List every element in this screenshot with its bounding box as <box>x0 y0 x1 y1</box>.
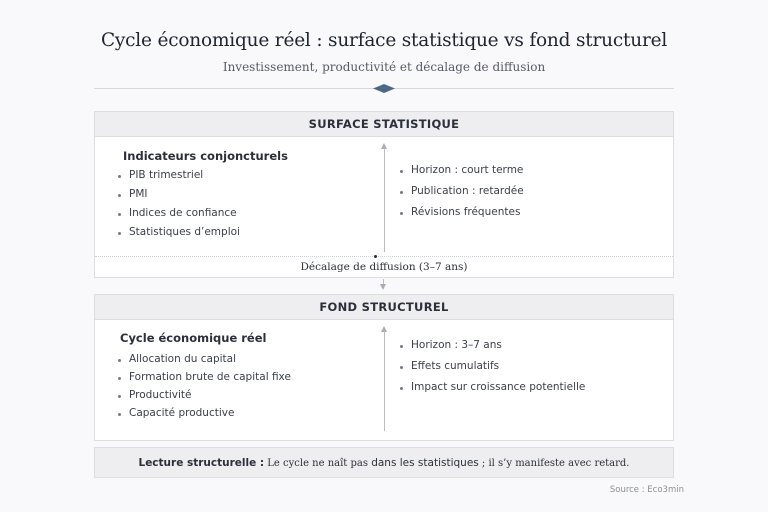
list-item: PIB trimestriel <box>115 169 240 181</box>
surface-properties-list <box>397 164 524 218</box>
list-item: Allocation du capital <box>115 353 291 365</box>
structural-panel <box>94 294 674 441</box>
structural-heading: FOND STRUCTUREL <box>95 295 673 320</box>
list-item: Impact sur croissance potentielle <box>397 381 585 393</box>
dotted-separator <box>95 256 673 257</box>
structural-left-title: Cycle économique réel <box>120 331 267 345</box>
surface-indicators-list <box>115 169 240 238</box>
surface-heading: SURFACE STATISTIQUE <box>95 112 673 137</box>
surface-left-title: Indicateurs conjoncturels <box>123 149 288 163</box>
structural-components-list <box>115 353 291 419</box>
list-item: Horizon : court terme <box>397 164 524 176</box>
reading-text-2: ; il s’y manifeste avec retard. <box>478 458 630 469</box>
reading-label: Lecture structurelle : <box>138 457 265 469</box>
list-item: PMI <box>115 188 240 200</box>
marker-dot-icon <box>374 255 377 258</box>
surface-panel <box>94 111 674 278</box>
reading-text-1: Le cycle ne naît pas <box>264 458 372 469</box>
structural-reading-box <box>94 447 674 478</box>
list-item: Publication : retardée <box>397 185 524 197</box>
source-credit: Source : Eco3min <box>609 485 684 495</box>
vertical-axis-line <box>384 148 385 252</box>
diffusion-lag-label: Décalage de diffusion (3–7 ans) <box>300 261 468 273</box>
list-item: Horizon : 3–7 ans <box>397 339 585 351</box>
arrow-down-icon <box>380 284 386 290</box>
list-item: Productivité <box>115 389 291 401</box>
page-subtitle: Investissement, productivité et décalage de diffusion <box>222 60 546 74</box>
structural-properties-list <box>397 339 585 393</box>
list-item: Indices de confiance <box>115 207 240 219</box>
list-item: Statistiques d’emploi <box>115 226 240 238</box>
page-title: Cycle économique réel : surface statistique vs fond structurel <box>100 30 668 51</box>
list-item: Effets cumulatifs <box>397 360 585 372</box>
reading-emphasis: dans les statistiques <box>371 457 479 469</box>
diamond-icon <box>373 84 395 93</box>
vertical-axis-line <box>384 331 385 431</box>
list-item: Révisions fréquentes <box>397 206 524 218</box>
list-item: Formation brute de capital fixe <box>115 371 291 383</box>
list-item: Capacité productive <box>115 407 291 419</box>
